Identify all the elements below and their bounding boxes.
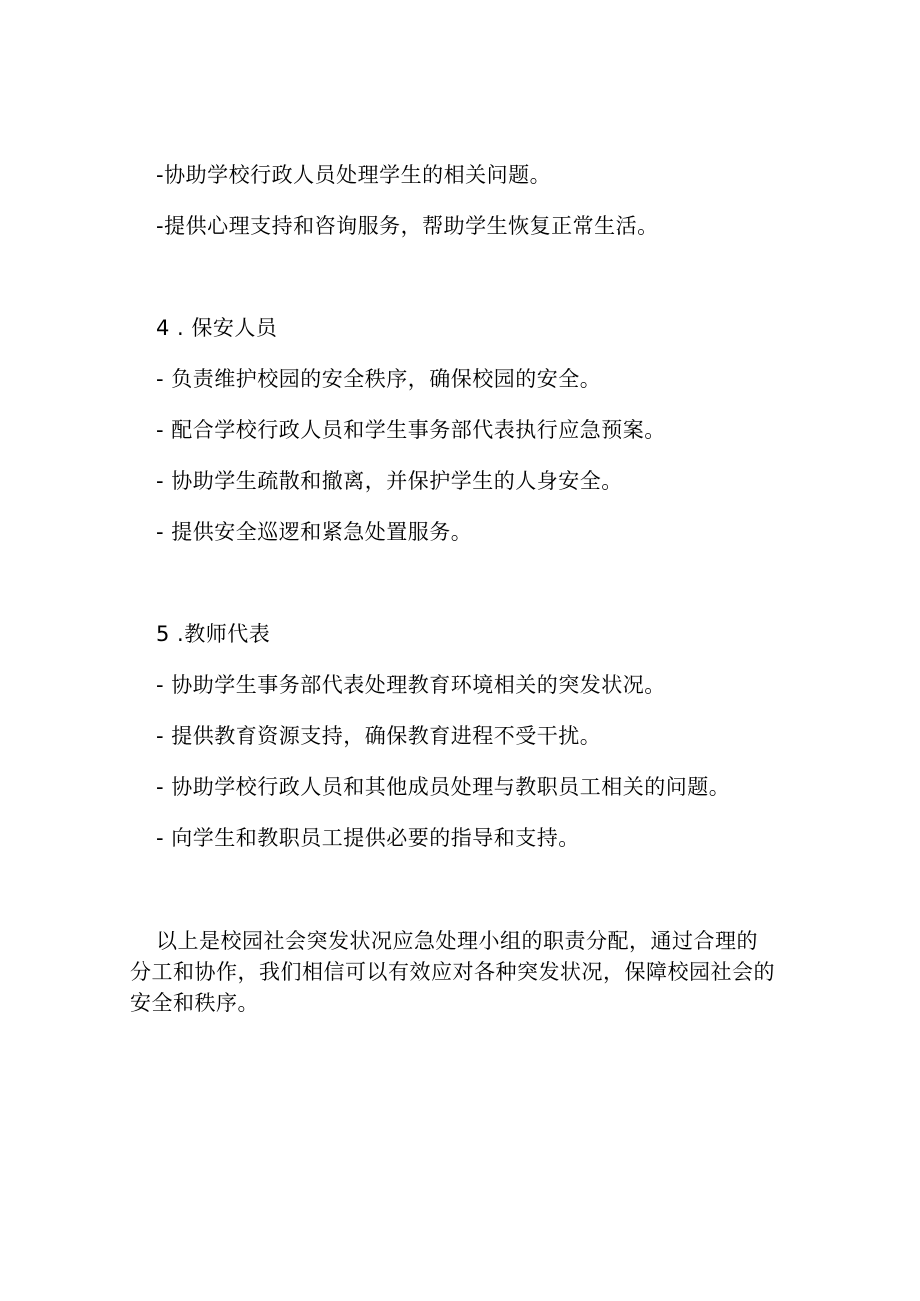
section4-item-2: - 配合学校行政人员和学生事务部代表执行应急预案。 xyxy=(156,418,666,442)
section5-heading: 5 .教师代表 xyxy=(156,622,271,646)
conclusion-line-3: 安全和秩序。 xyxy=(130,991,259,1015)
section4-heading: 4 . 保安人员 xyxy=(156,316,278,340)
section4-item-4: - 提供安全巡逻和紧急处置服务。 xyxy=(156,520,473,544)
section5-item-1: - 协助学生事务部代表处理教育环境相关的突发状况。 xyxy=(156,673,666,697)
conclusion-line-1: 以上是校园社会突发状况应急处理小组的职责分配，通过合理的 xyxy=(156,929,758,953)
section3-item-1: -协助学校行政人员处理学生的相关问题。 xyxy=(156,163,552,187)
conclusion-paragraph xyxy=(130,926,810,1019)
section5-item-3: - 协助学校行政人员和其他成员处理与教职员工相关的问题。 xyxy=(156,775,731,799)
section4-item-1: - 负责维护校园的安全秩序，确保校园的安全。 xyxy=(156,367,602,391)
section5-item-2: - 提供教育资源支持，确保教育进程不受干扰。 xyxy=(156,724,602,748)
section3-item-2: -提供心理支持和咨询服务，帮助学生恢复正常生活。 xyxy=(156,214,659,238)
section4-item-3: - 协助学生疏散和撤离，并保护学生的人身安全。 xyxy=(156,469,623,493)
section5-item-4: - 向学生和教职员工提供必要的指导和支持。 xyxy=(156,826,580,850)
conclusion-line-2: 分工和协作，我们相信可以有效应对各种突发状况，保障校园社会的 xyxy=(130,960,775,984)
